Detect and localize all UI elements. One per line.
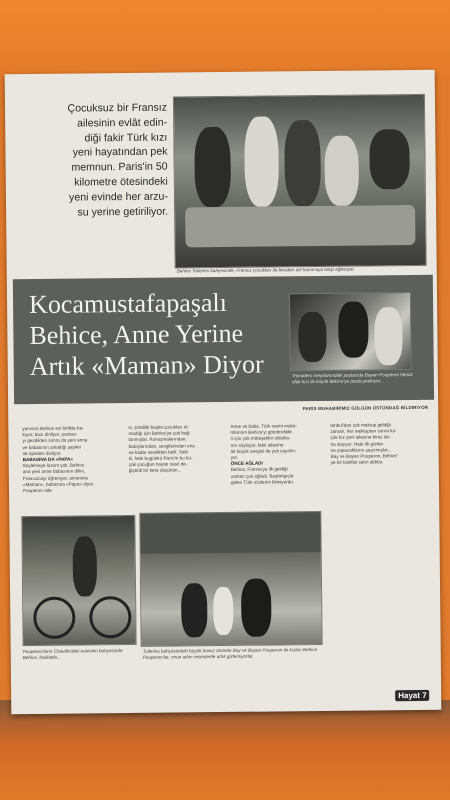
- caption-park: Tuileries bahçesindeki büyük havuz önünde Bay ve Bayan Pouperon ile kızları Behice. Pouperon'lar, onun adını resimlerde artık gizlemiyorlar.: [142, 647, 319, 660]
- text-line: Pouperon aile-: [22, 487, 53, 493]
- headline-line: Artık «Maman» Diyor: [29, 349, 264, 382]
- text-line: gelen Türk sözlerini bilmiyordu.: [230, 478, 295, 485]
- text-line: ki, hele bugünkü Paris'in bu kü-: [128, 455, 193, 461]
- text-line: lanmışlar. Konuşmalarından,: [128, 436, 187, 443]
- text-line: zaman, her mektuptan sonra kü-: [330, 428, 397, 435]
- intro-line: kilometre ötesindeki: [74, 175, 168, 189]
- text-line: çük kız yeni ailesine biraz da-: [330, 434, 391, 441]
- text-line: tanbul'dan çok mektup geldiği: [330, 422, 391, 428]
- intro-line: yeni evinde her arzu-: [68, 190, 169, 204]
- intro-line: memnun. Paris'in 50: [71, 160, 168, 174]
- byline: PARİS MUHABİRİMİZ GÜLGÜN ÜSTÜNDAĞ BİLDİRİYOR: [302, 404, 429, 412]
- text-line: ha alışıyor. Hele ilk günler: [330, 440, 384, 447]
- column-2: [128, 424, 227, 475]
- intro-line: Çocuksuz bir Fransız: [67, 101, 168, 115]
- text-line: madığı için Behice'ye çok bağ-: [128, 430, 191, 437]
- photo-family-park: [139, 511, 322, 647]
- article-headline: [29, 286, 280, 382]
- photo-pastry-shop: [289, 292, 412, 371]
- magazine-logo: Hayat 7: [395, 690, 430, 701]
- background-top: [0, 0, 450, 80]
- text-line: Fransızcayı öğreniyor, annesine: [22, 474, 89, 481]
- text-line: ait küçük sevgisi de yok sayılmı-: [230, 447, 297, 454]
- text-line: rını söylüyor, fakir ailesine: [230, 441, 284, 448]
- text-line: bakışlarından, sevgilerinden ona: [128, 442, 195, 449]
- text-line: yor.: [230, 454, 239, 460]
- intro-line: yeni hayatından pek: [72, 145, 168, 159]
- text-line: ve babasının anlattığı şeyleri: [22, 444, 82, 450]
- photo-top-caption: Behice Tuileries bahçesinde, Fransız çocukları ile beraber atlı karıncaya binip eğleniyor.: [176, 266, 355, 274]
- text-line: Behice, Fransa'ya ilk geldiği: [230, 466, 288, 473]
- text-line: ne yapacaklarını şaşırmışlar...: [330, 446, 392, 453]
- intro-line: diği fakir Türk kızı: [84, 131, 168, 145]
- photo-band-caption: Trocadero meydanındaki pastacıda Bayan Pouperon henüz ufak kızı ile küçük Behice'ye pasta yediriyor...: [291, 372, 413, 385]
- photo-carousel-children: [173, 94, 427, 269]
- headline-line: Kocamustafapaşalı: [28, 287, 228, 320]
- column-subhead: ÖNCE AĞLADI: [230, 460, 263, 467]
- text-line: zaman çok ağladı. Başlangıçta: [230, 472, 294, 479]
- text-line: si, şimdilik başka çocukları ol-: [128, 424, 189, 430]
- text-line: yı gezdikten sonra da yeni anne: [22, 437, 88, 444]
- background-bottom: [0, 700, 450, 800]
- text-line: ğiştirdi bir kere düşünün...: [128, 467, 182, 474]
- text-line: kıyor, bazı dinliyor, pastacı-: [22, 431, 78, 438]
- photo-girl-bicycle: [21, 515, 136, 646]
- text-line: ile öyleden dinliyor.: [22, 450, 62, 456]
- intro-line: su yerine getiriliyor.: [77, 205, 169, 219]
- text-line: Bay ve Bayan Pouperon, Behice': [330, 453, 398, 459]
- column-1: [22, 425, 123, 494]
- text-line: ri için çok müteşekkir oldukla-: [230, 435, 291, 442]
- intro-line: ailesinin evlât edin-: [77, 116, 168, 130]
- caption-bike: Pouperon'ların Chaville'deki evlerinin bahçesinde Behice, bisikletle...: [22, 648, 123, 661]
- column-subhead: BABASINA DA «PAPA»: [22, 456, 74, 463]
- text-line: «Maman», babasına «Papa» diyor.: [22, 481, 95, 487]
- column-3: [230, 423, 327, 486]
- magazine-page: [5, 70, 442, 714]
- intro-text: [35, 101, 168, 221]
- text-line: ana yeni anne babasının dilini,: [22, 468, 85, 475]
- text-line: ye bir bisiklet satın aldılar.: [330, 459, 384, 466]
- text-line: ne kadar sevdikleri belli. Sahi: [128, 449, 189, 455]
- text-line: Söylemeye lüzum yok, Behice: [22, 462, 85, 469]
- text-line: çük çocuğun hayatı nasıl de-: [128, 461, 188, 468]
- column-4: [330, 422, 430, 466]
- text-line: yanısıra Behice evi birlikte ba-: [22, 425, 84, 432]
- text-line: mlarının Behice'yi gönderdikle-: [230, 429, 294, 436]
- text-line: Anne ve baba, Türk resmi maka-: [230, 423, 297, 429]
- headline-line: Behice, Anne Yerine: [29, 318, 244, 351]
